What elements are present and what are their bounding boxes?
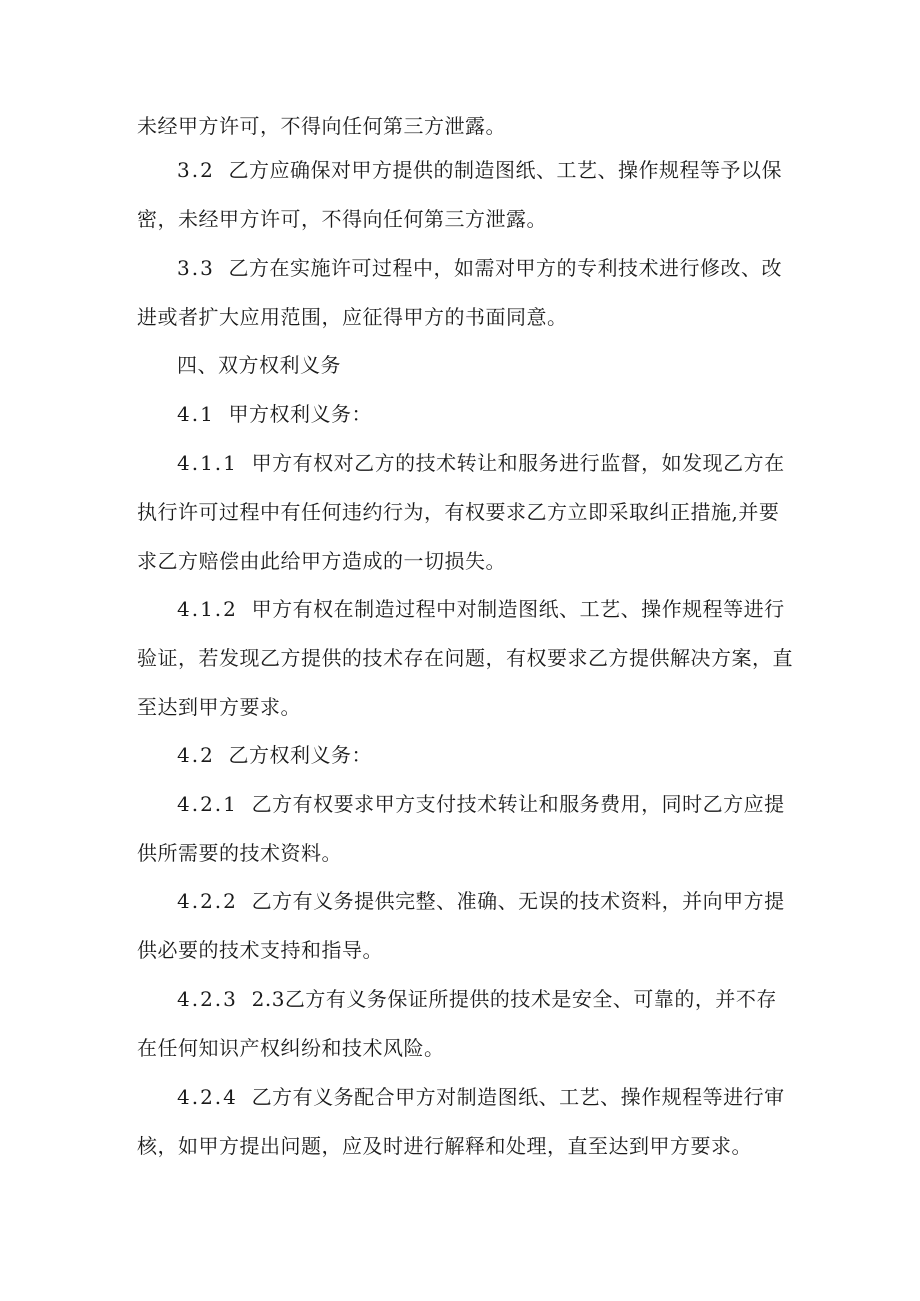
clause-number: 4.1 bbox=[177, 402, 215, 426]
section-heading-text: 四、双方权利义务 bbox=[177, 353, 341, 377]
clause-text: 乙方应确保对甲方提供的制造图纸、工艺、操作规程等予以保密，未经甲方许可，不得向任何第三方泄露。 bbox=[137, 158, 783, 231]
clause-number: 3.2 bbox=[177, 158, 215, 182]
paragraph-text: 未经甲方许可，不得向任何第三方泄露。 bbox=[137, 114, 506, 138]
clause-text: 乙方有权要求甲方支付技术转让和服务费用，同时乙方应提供所需要的技术资料。 bbox=[137, 792, 785, 865]
clause-4-2-1 bbox=[137, 780, 797, 878]
clause-text: 甲方有权对乙方的技术转让和服务进行监督，如发现乙方在执行许可过程中有任何违约行为，有权要求乙方立即采取纠正措施,并要求乙方赔偿由此给甲方造成的一切损失。 bbox=[137, 451, 785, 573]
clause-text: 乙方在实施许可过程中，如需对甲方的专利技术进行修改、改进或者扩大应用范围，应征得甲方的书面同意。 bbox=[137, 256, 783, 329]
clause-4-1-2 bbox=[137, 585, 797, 732]
clause-4-2 bbox=[137, 731, 797, 780]
clause-number: 4.2.1 bbox=[177, 792, 238, 816]
clause-number: 4.2 bbox=[177, 743, 215, 767]
clause-text: 乙方权利义务： bbox=[228, 743, 373, 767]
clause-number: 4.2.3 bbox=[177, 987, 238, 1011]
clause-3-3 bbox=[137, 244, 797, 342]
clause-4-1 bbox=[137, 390, 797, 439]
clause-4-1-1 bbox=[137, 439, 797, 586]
clause-number: 4.2.4 bbox=[177, 1085, 238, 1109]
clause-3-2 bbox=[137, 146, 797, 244]
clause-number: 3.3 bbox=[177, 256, 215, 280]
section-heading-4 bbox=[137, 341, 797, 390]
clause-text: 2.3乙方有义务保证所提供的技术是安全、可靠的，并不存在任何知识产权纠纷和技术风险。 bbox=[137, 987, 777, 1060]
clause-text: 甲方有权在制造过程中对制造图纸、工艺、操作规程等进行验证，若发现乙方提供的技术存在问题，有权要求乙方提供解决方案，直至达到甲方要求。 bbox=[137, 597, 793, 719]
paragraph-continuation bbox=[137, 102, 797, 151]
clause-4-2-3 bbox=[137, 975, 797, 1073]
clause-number: 4.2.2 bbox=[177, 889, 238, 913]
clause-number: 4.1.2 bbox=[177, 597, 238, 621]
clause-text: 乙方有义务提供完整、准确、无误的技术资料，并向甲方提供必要的技术支持和指导。 bbox=[137, 889, 785, 962]
clause-4-2-4 bbox=[137, 1073, 797, 1171]
clause-number: 4.1.1 bbox=[177, 451, 238, 475]
clause-text: 甲方权利义务： bbox=[228, 402, 373, 426]
clause-4-2-2 bbox=[137, 877, 797, 975]
clause-text: 乙方有义务配合甲方对制造图纸、工艺、操作规程等进行审核，如甲方提出问题，应及时进行解释和处理，直至达到甲方要求。 bbox=[137, 1085, 785, 1158]
